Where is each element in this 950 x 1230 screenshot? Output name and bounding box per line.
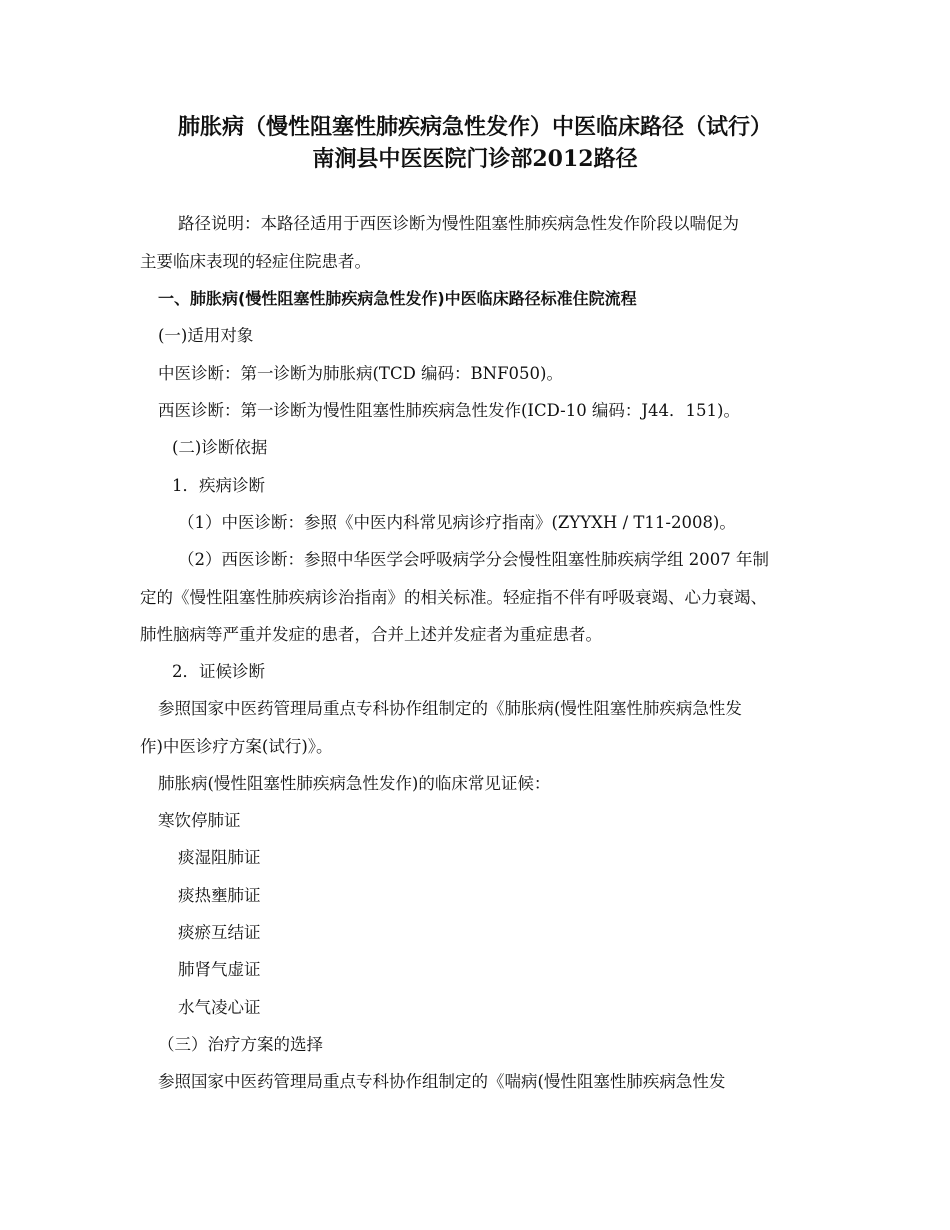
item-tcm-diagnosis-reference: （1）中医诊断：参照《中医内科常见病诊疗指南》(ZYYXH / T11-2008)。 xyxy=(178,513,736,532)
item-western-diagnosis-line-2: 定的《慢性阻塞性肺疾病诊治指南》的相关标准。轻症指不伴有呼吸衰竭、心力衰竭、 xyxy=(140,588,767,607)
item-western-diagnosis-line-1: （2）西医诊断：参照中华医学会呼吸病学分会慢性阻塞性肺疾病学组 2007 年制 xyxy=(178,550,769,569)
syndrome-item: 痰湿阻肺证 xyxy=(178,848,261,867)
intro-paragraph-line-1: 路径说明：本路径适用于西医诊断为慢性阻塞性肺疾病急性发作阶段以喘促为 xyxy=(178,214,739,233)
item-disease-diagnosis: 1．疾病诊断 xyxy=(172,476,265,495)
section-1-heading: 一、肺胀病(慢性阻塞性肺疾病急性发作)中医临床路径标准住院流程 xyxy=(158,289,637,308)
syndrome-item-first: 寒饮停肺证 xyxy=(158,811,241,830)
western-diagnosis-line: 西医诊断：第一诊断为慢性阻塞性肺疾病急性发作(ICD-10 编码：J44．151)。 xyxy=(158,401,740,420)
syndrome-reference-line-2: 作)中医诊疗方案(试行)》。 xyxy=(140,737,333,756)
syndrome-item: 痰热壅肺证 xyxy=(178,886,261,905)
subsection-treatment-selection: （三）治疗方案的选择 xyxy=(158,1035,323,1054)
tcm-diagnosis-line: 中医诊断：第一诊断为肺胀病(TCD 编码：BNF050)。 xyxy=(158,364,563,383)
syndrome-item: 痰瘀互结证 xyxy=(178,923,261,942)
syndrome-item: 水气凌心证 xyxy=(178,998,261,1017)
item-western-diagnosis-line-3: 肺性脑病等严重并发症的患者，合并上述并发症者为重症患者。 xyxy=(140,625,602,644)
intro-paragraph-line-2: 主要临床表现的轻症住院患者。 xyxy=(140,252,371,271)
document-title-line-1: 肺胀病（慢性阻塞性肺疾病急性发作）中医临床路径（试行） xyxy=(177,114,772,140)
document-title-line-2: 南涧县中医医院门诊部2012路径 xyxy=(312,146,638,172)
item-syndrome-diagnosis: 2．证候诊断 xyxy=(172,662,265,681)
treatment-reference-line-1: 参照国家中医药管理局重点专科协作组制定的《喘病(慢性阻塞性肺疾病急性发 xyxy=(158,1072,726,1091)
subsection-diagnosis-basis: (二)诊断依据 xyxy=(172,438,268,457)
syndrome-item: 肺肾气虚证 xyxy=(178,960,261,979)
syndrome-reference-line-1: 参照国家中医药管理局重点专科协作组制定的《肺胀病(慢性阻塞性肺疾病急性发 xyxy=(158,699,742,718)
syndromes-intro: 肺胀病(慢性阻塞性肺疾病急性发作)的临床常见证候： xyxy=(158,774,551,793)
subsection-applicable-subjects: (一)适用对象 xyxy=(158,326,254,345)
